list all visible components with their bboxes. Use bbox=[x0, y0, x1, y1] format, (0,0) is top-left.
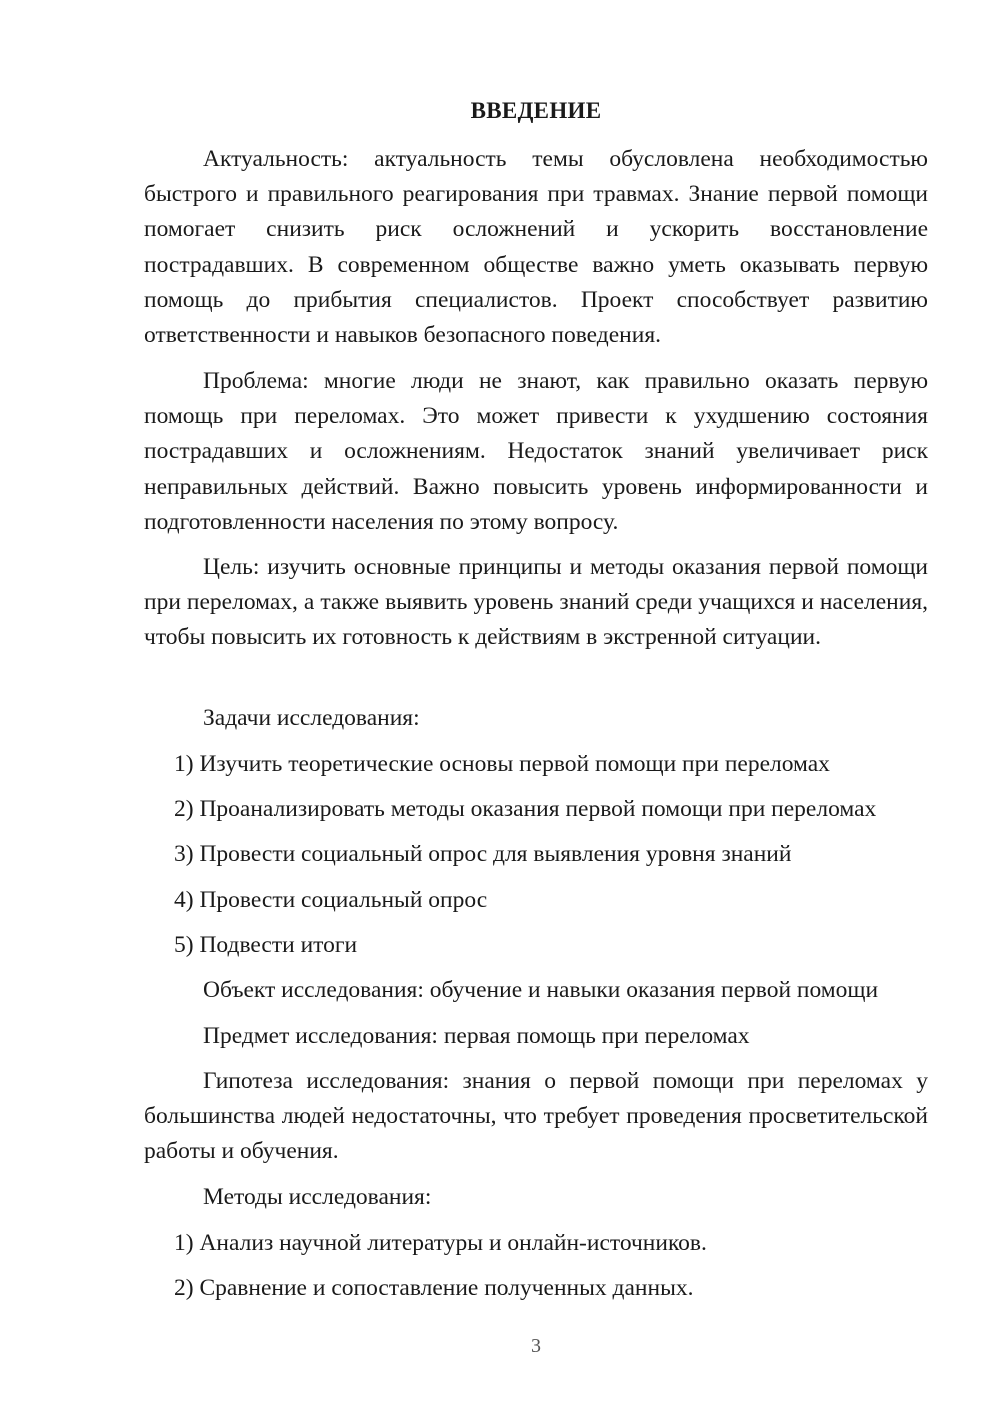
task-item-5: 5) Подвести итоги bbox=[174, 932, 358, 958]
relevance-paragraph: Актуальность: актуальность темы обусловлена необходимостью быстрого и правильного реагирования при травмах. Знание первой помощи помогает снизить риск осложнений и ускорить восстановление пострадавших. В современном обществе важно уметь оказывать первую помощь до прибытия специалистов. Проект способствует развитию ответственности и навыков безопасного поведения. bbox=[144, 146, 928, 349]
method-item-2: 2) Сравнение и сопоставление полученных данных. bbox=[174, 1275, 694, 1301]
goal-paragraph: Цель: изучить основные принципы и методы оказания первой помощи при переломах, а также выявить уровень знаний среди учащихся и населения, чтобы повысить их готовность к действиям в экстренной ситуации. bbox=[144, 554, 928, 651]
research-subject: Предмет исследования: первая помощь при переломах bbox=[203, 1023, 750, 1049]
problem-paragraph: Проблема: многие люди не знают, как правильно оказать первую помощь при переломах. Это может привести к ухудшению состояния пострадавших и осложнениям. Недостаток знаний увеличивает риск неправильных действий. Важно повысить уровень информированности и подготовленности населения по этому вопросу. bbox=[144, 368, 928, 535]
task-item-2: 2) Проанализировать методы оказания первой помощи при переломах bbox=[174, 796, 877, 822]
page-number: 3 bbox=[531, 1335, 541, 1357]
tasks-heading: Задачи исследования: bbox=[203, 705, 420, 731]
page-title: ВВЕДЕНИЕ bbox=[470, 98, 602, 123]
research-object: Объект исследования: обучение и навыки оказания первой помощи bbox=[203, 977, 879, 1003]
hypothesis-paragraph: Гипотеза исследования: знания о первой помощи при переломах у большинства людей недостаточны, что требует проведения просветительской работы и обучения. bbox=[144, 1068, 928, 1165]
task-item-3: 3) Провести социальный опрос для выявления уровня знаний bbox=[174, 841, 792, 867]
methods-heading: Методы исследования: bbox=[203, 1184, 432, 1210]
task-item-4: 4) Провести социальный опрос bbox=[174, 887, 488, 913]
task-item-1: 1) Изучить теоретические основы первой помощи при переломах bbox=[174, 751, 830, 777]
method-item-1: 1) Анализ научной литературы и онлайн-источников. bbox=[174, 1230, 707, 1256]
